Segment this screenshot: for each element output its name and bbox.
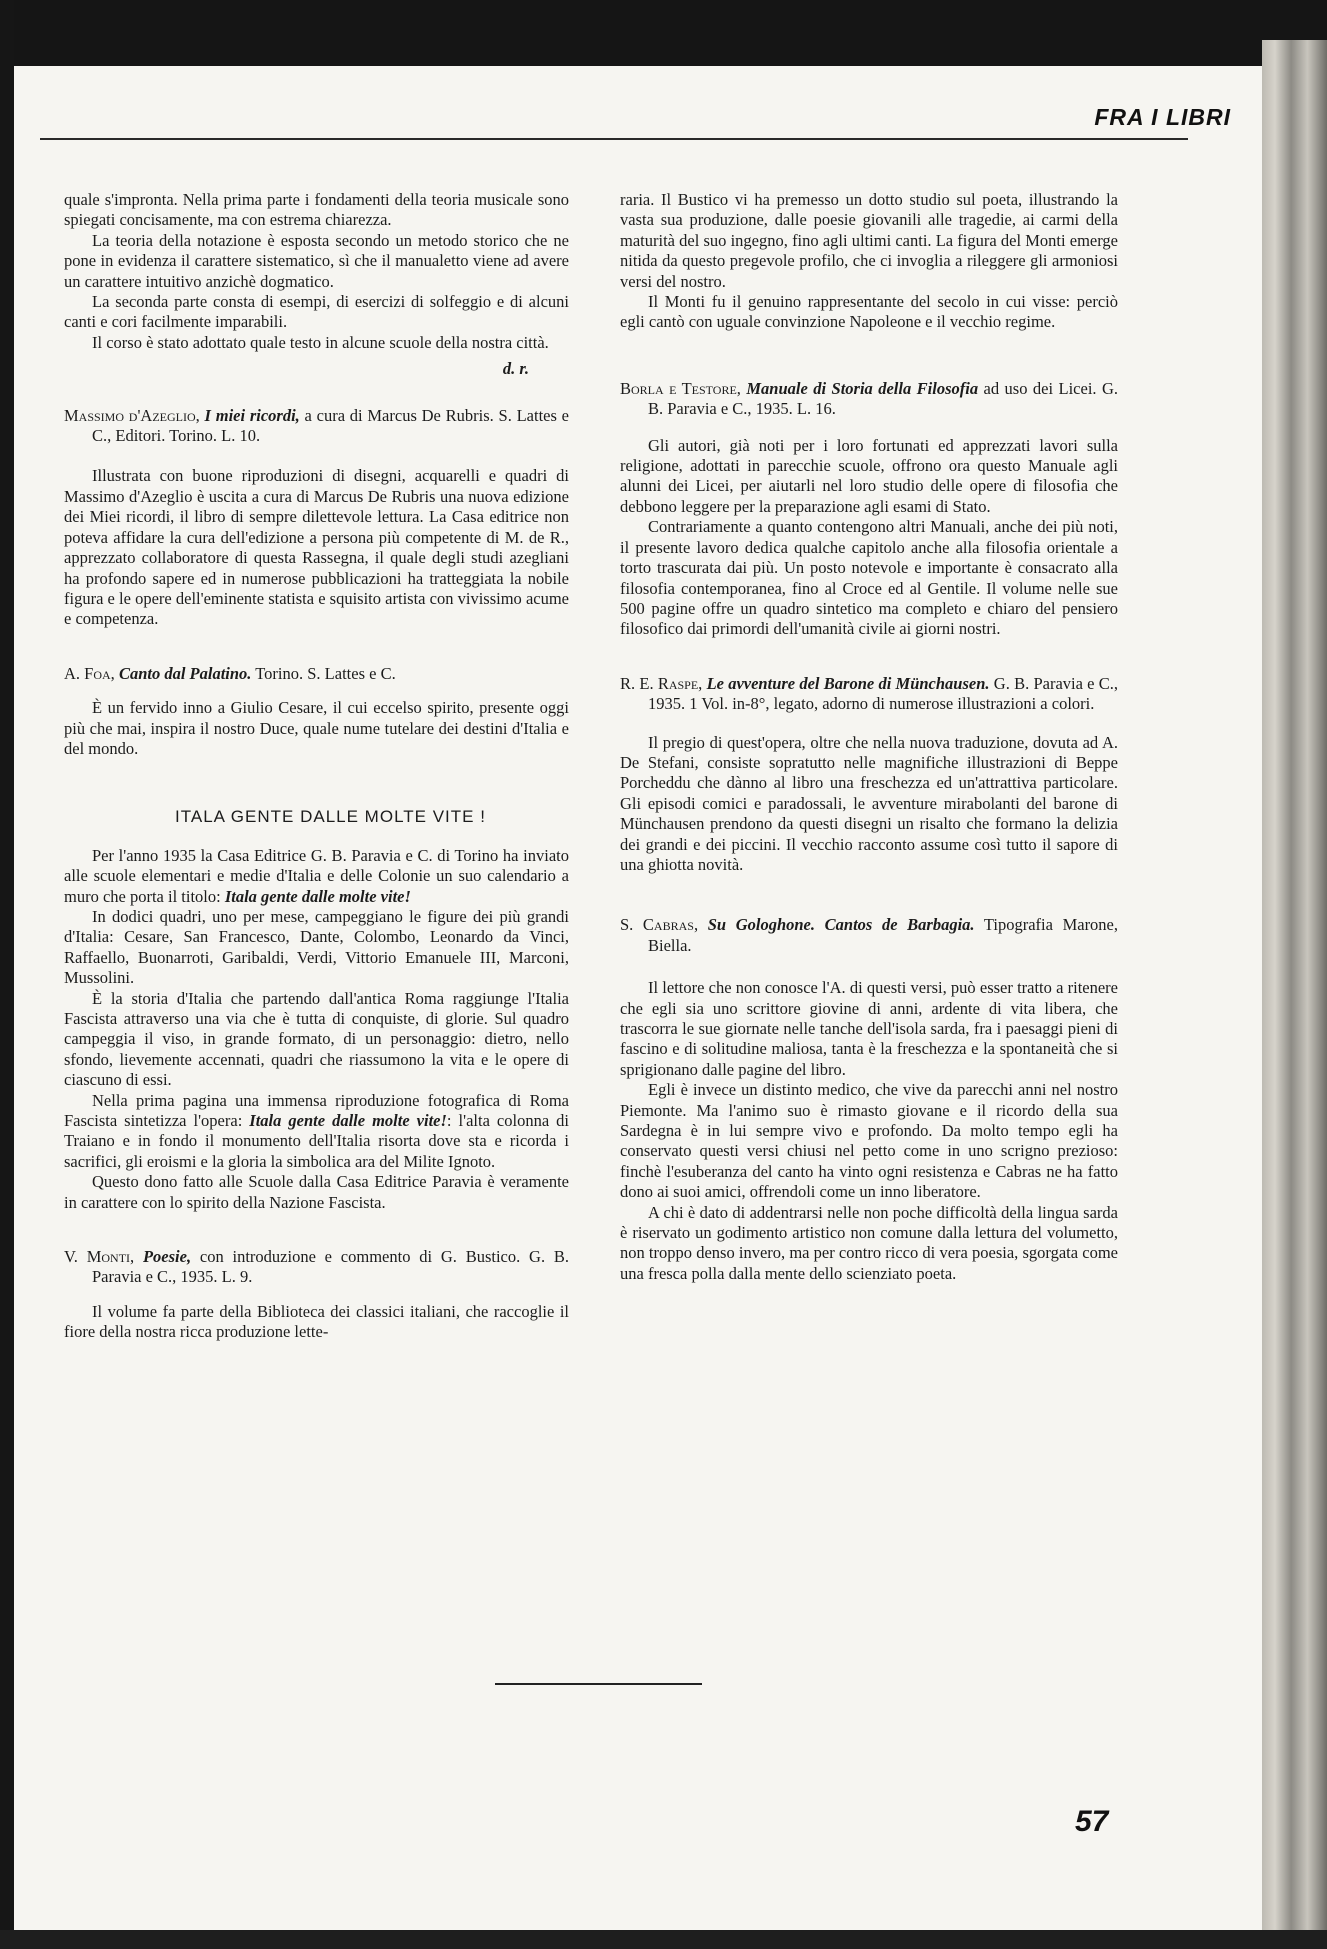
left-column (64, 190, 569, 1343)
intro-paragraph: La teoria della notazione è esposta secondo un metodo storico che ne pone in evidenza il carattere sistematico, sì che il manualetto viene ad avere un carattere intuitivo anzichè dogmatico. (64, 230, 569, 291)
section-paragraph: Questo dono fatto alle Scuole dalla Casa Editrice Paravia è veramente in carattere con lo spirito della Nazione Fascista. (64, 1172, 569, 1212)
scan-top-border (0, 0, 1327, 66)
entry-title: Canto dal Palatino. (118, 663, 252, 683)
entry-body: Il lettore che non conosce l'A. di questi versi, può esser tratto a ritenere che egli sia uno scrittore giovine di anni, ardente di vita libera, che trascorra le sue giornate nelle tanche dell'isola sarda, fra i paesaggi pieni di fascino e di solitudine maliosa, tanta è la freschezza e la spontaneità che si sprigionano dalle pagine del libro. (620, 978, 1118, 1079)
entry-details: Torino. S. Lattes e C. (255, 663, 396, 683)
entry-author: A. Foa, (64, 663, 115, 683)
entry-details: con introduzione e commento di G. Bustico. G. B. Paravia e C., 1935. L. 9. (92, 1247, 570, 1287)
entry-body: Illustrata con buone riproduzioni di disegni, acquarelli e quadri di Massimo d'Azeglio è uscita a cura di Marcus De Rubris una nuova edizione dei Miei ricordi, il libro di sempre dilettevole lettura. La Casa editrice non poteva affidare la cura dell'edizione a persona più competente di M. de R., apprezzato collaboratore di questa Rassegna, il quale degli studi azegliani ha profondo sapere ed in numerose pubblicazioni ha tratteggiata la nobile figura e le opere dell'eminente statista e squisito artista con vivissimo acume e competenza. (64, 466, 569, 629)
entry-body: Egli è invece un distinto medico, che vive da parecchi anni nel nostro Piemonte. Ma l'animo suo è rimasto giovane e il ricordo della sua Sardegna è in lui sempre vivo e profondo. Da molto tempo egli ha conservato questi versi chiusi nel petto come in uno scrigno prezioso: finchè l'esuberanza del canto ha vinto ogni resistenza e Cabras ne ha fatto dono ai suoi amici, offrendoli come un inno liberatore. (620, 1080, 1118, 1202)
page-number: 57 (1075, 1805, 1109, 1838)
section-paragraph: Nella prima pagina una immensa riproduzione fotografica di Roma Fascista sintetizza l'opera: Itala gente dalle molte vite!: l'alta colonna di Traiano e in fondo il monumento dell'Italia risorta dove sta e ricorda i sacrifici, gli eroismi e la gloria la simbolica ara del Milite Ignoto. (64, 1090, 569, 1171)
calendar-title: Itala gente dalle molte vite! (224, 886, 411, 906)
entry-title: Le avventure del Barone di Münchausen. (706, 673, 990, 693)
entry-heading-azeglio (64, 406, 569, 447)
entry-title: I miei ricordi, (204, 405, 300, 425)
entry-author: Borla e Testore, (620, 378, 741, 398)
section-paragraph: È la storia d'Italia che partendo dall'antica Roma raggiunge l'Italia Fascista attraverso una via che è tutta di conquiste, di glorie. Sul quadro campeggia il viso, in grande formato, di un personaggio: dietro, nello sfondo, lievemente accennati, quadri che riassumono la vita e le opere di ciascuno di essi. (64, 988, 569, 1090)
intro-paragraph: quale s'impronta. Nella prima parte i fondamenti della teoria musicale sono spiegati concisamente, ma con estrema chiarezza. (64, 190, 569, 230)
entry-body: È un fervido inno a Giulio Cesare, il cui eccelso spirito, presente oggi più che mai, inspira il nostro Duce, quale nume tutelare dei destini d'Italia e del mondo. (64, 698, 569, 758)
entry-heading-cabras (620, 915, 1118, 956)
entry-details: a cura di Marcus De Rubris. S. Lattes e C., Editori. Torino. L. 10. (92, 405, 569, 446)
entry-author: Massimo d'Azeglio, (64, 405, 200, 425)
scan-bottom-border (0, 1930, 1327, 1949)
entry-details: G. B. Paravia e C., 1935. 1 Vol. in-8°, legato, adorno di numerose illustrazioni a colori. (648, 673, 1118, 714)
entry-heading-raspe (620, 674, 1118, 715)
entry-body: Il volume fa parte della Biblioteca dei classici italiani, che raccoglie il fiore della nostra ricca produzione lette- (64, 1301, 569, 1342)
entry-body: Il pregio di quest'opera, oltre che nella nuova traduzione, dovuta ad A. De Stefani, consiste sopratutto nelle magnifiche illustrazioni di Beppe Porcheddu che dànno al libro una freschezza ed un'attrattiva particolare. Gli episodi comici e paradossali, le avventure mirabolanti del barone di Münchausen prendono da questi disegni un risalto che formano la delizia dei grandi e dei piccini. Il vecchio racconto assume così tutto il sapore di una ghiotta novità. (620, 732, 1118, 874)
end-rule (495, 1683, 702, 1685)
continued-paragraph: raria. Il Bustico vi ha premesso un dotto studio sul poeta, illustrando la vasta sua produzione, dalle poesie giovanili alle tragedie, ai carmi della maturità del suo ingegno, fino agli ultimi canti. La figura del Monti emerge nitida da questo pregevole profilo, che ci invoglia a rileggere gli armoniosi versi del nostro. (620, 190, 1118, 291)
right-column (620, 190, 1118, 1284)
entry-body: Gli autori, già noti per i loro fortunati ed apprezzati lavori sulla religione, adottati in parecchie scuole, offrono ora questo Manuale agli alunni dei Licei, per aiutarli nel loro studio delle opere di filosofia che debbono leggere per la preparazione agli esami di Stato. (620, 435, 1118, 516)
intro-paragraph: La seconda parte consta di esempi, di esercizi di solfeggio e di alcuni canti e cori facilmente imparabili. (64, 292, 569, 332)
scan-left-border (0, 0, 14, 1949)
section-paragraph: Per l'anno 1935 la Casa Editrice G. B. Paravia e C. di Torino ha inviato alle scuole elementari e medie d'Italia e delle Colonie un suo calendario a muro che porta il titolo: Itala gente dalle molte vite! (64, 845, 569, 906)
section-heading: ITALA GENTE DALLE MOLTE VITE ! (175, 807, 486, 827)
entry-author: V. Monti, (64, 1247, 135, 1267)
entry-details: Tipografia Marone, Biella. (648, 915, 1119, 955)
running-header: FRA I LIBRI (1094, 104, 1231, 130)
entry-details: ad uso dei Licei. G. B. Paravia e C., 1935. L. 16. (648, 378, 1119, 419)
entry-heading-monti (64, 1247, 569, 1288)
calendar-title: Itala gente dalle molte vite! (249, 1111, 447, 1131)
entry-author: R. E. Raspe, (620, 673, 703, 693)
entry-title: Manuale di Storia della Filosofia (746, 378, 979, 398)
continued-paragraph: Il Monti fu il genuino rappresentante del secolo in cui visse: perciò egli cantò con uguale convinzione Napoleone e il vecchio regime. (620, 292, 1118, 332)
reviewer-initials: d. r. (502, 359, 529, 379)
section-paragraph: In dodici quadri, uno per mese, campeggiano le figure dei più grandi d'Italia: Cesare, San Francesco, Dante, Colombo, Leonardo da Vinci, Raffaello, Buonarroti, Garibaldi, Verdi, Vittorio Emanuele III, Marconi, Mussolini. (64, 906, 569, 988)
entry-body: A chi è dato di addentrarsi nelle non poche difficoltà della lingua sarda è riservato un godimento artistico non comune dalla lettura del volumetto, non troppo denso invero, ma per contro ricco di vera poesia, sgorgata come una fresca polla dalla mente dello scienziato poeta. (620, 1202, 1118, 1283)
scan-right-edge (1262, 40, 1327, 1949)
header-rule (40, 138, 1188, 140)
entry-body: Contrariamente a quanto contengono altri Manuali, anche dei più noti, il presente lavoro dedica qualche capitolo anche alla filosofia orientale a torto trascurata dai più. Un posto notevole e importante è consacrato alla filosofia contemporanea, fino al Croce ed al Gentile. Il volume nelle sue 500 pagine offre un quadro sintetico ma completo e chiaro del pensiero filosofico dai primordi dell'umanità civile ai giorni nostri. (620, 517, 1118, 639)
entry-title: Poesie, (142, 1247, 192, 1267)
entry-heading-foa (64, 664, 569, 684)
intro-paragraph: Il corso è stato adottato quale testo in alcune scuole della nostra città. (92, 332, 549, 352)
entry-title: Su Gologhone. Cantos de Barbagia. (707, 915, 975, 935)
entry-heading-borla (620, 379, 1118, 420)
entry-author: S. Cabras, (620, 915, 699, 935)
